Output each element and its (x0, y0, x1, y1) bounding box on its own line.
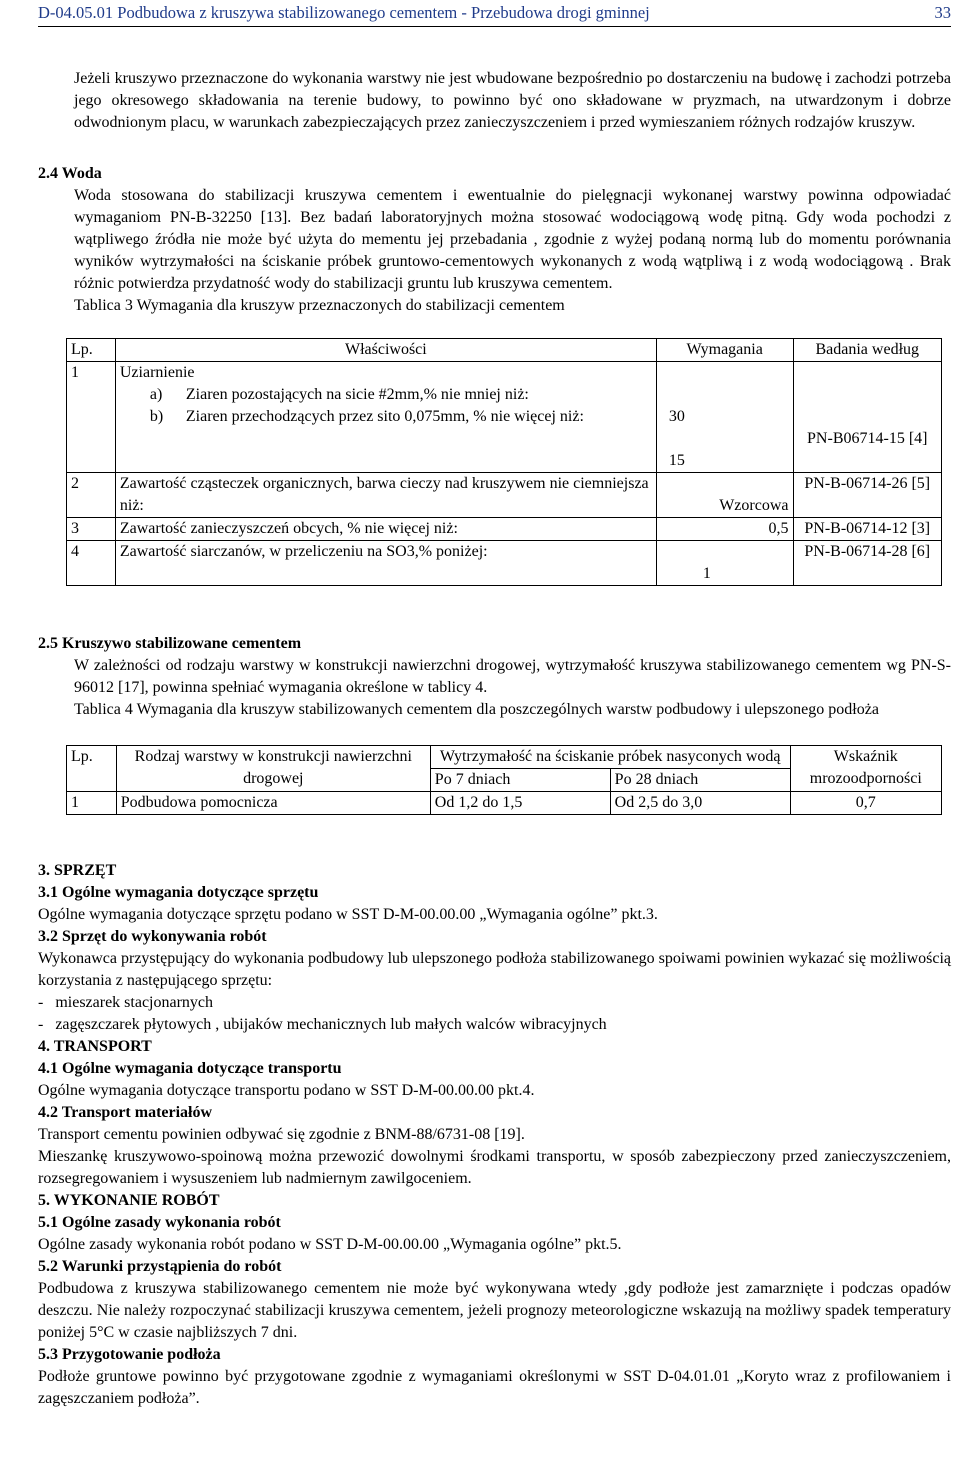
sections-3-to-5 (38, 860, 951, 1410)
page-number: 33 (934, 3, 951, 22)
intro-section (74, 68, 951, 134)
section-2-5-title: Kruszywo stabilizowane cementem (62, 635, 302, 652)
section-5-2-text: Podbudowa z kruszywa stabilizowanego cementem nie może być wykonywana wtedy ,gdy podłoże jest zamarznięte i podczas opadów deszczu. Nie należy rozpoczynać stabilizacji kruszywa cementem, jeżeli prognozy meteorologiczne wskazują na możliwy spadek temperatury poniżej 5°C w czasie najbliższych 7 dni. (38, 1280, 951, 1341)
table-cell: PN-B-06714-12 [3] (793, 518, 942, 541)
section-5-3-heading: 5.3 Przygotowanie podłoża (38, 1346, 221, 1363)
table-cell: 0,7 (790, 792, 941, 815)
section-2-4-title: Woda (61, 165, 102, 182)
section-2-4-paragraph: Woda stosowana do stabilizacji kruszywa cementem i ewentualnie do pielęgnacji wykonanej warstwy powinna odpowiadać wymaganiom PN-B-32250 [13]. Bez badań laboratoryjnych można stosować wodociągową wodę pitną. Gdy woda pochodzi z wątpliwego źródła nie może być użyta do mementu jej przebadania , zgodnie z wyżej podaną normą lub do momentu porównania wyników wytrzymałości na ściskanie próbek gruntowo-cementowych wykonanych z wodą wątpliwą i z wodą wodociągową . Brak różnic potwierdza przydatność wody do stabilizacji gruntu lub kruszywa cementem. (74, 187, 951, 292)
section-5-3-text: Podłoże gruntowe powinno być przygotowane zgodnie z wymaganiami określonymi w SST D-04.01.01 „Koryto wraz z profilowaniem i zagęszczaniem podłoża”. (38, 1368, 951, 1407)
section-2-5-number: 2.5 (38, 635, 58, 652)
section-5-1-text: Ogólne zasady wykonania robót podano w SST D-M-00.00.00 „Wymagania ogólne” pkt.5. (38, 1236, 622, 1253)
table-cell: Wzorcowa (656, 473, 793, 518)
section-2-4 (38, 163, 951, 317)
section-3-1-heading: 3.1 Ogólne wymagania dotyczące sprzętu (38, 884, 319, 901)
table-header-cell: Wytrzymałość na ściskanie próbek nasyconych wodą (430, 746, 790, 769)
section-2-4-number: 2.4 (38, 165, 58, 182)
section-2-5-paragraph: W zależności od rodzaju warstwy w konstrukcji nawierzchni drogowej, wytrzymałość kruszywa stabilizowanego cementem wg PN-S-96012 [17], powinna spełniać wymagania określone w tablicy 4. (74, 657, 951, 696)
table-row (67, 746, 942, 769)
table-cell: Podbudowa pomocnicza (116, 792, 430, 815)
table-cell: Zawartość siarczanów, w przeliczeniu na SO3,% poniżej: (115, 541, 656, 586)
section-3-2-heading: 3.2 Sprzęt do wykonywania robót (38, 928, 267, 945)
section-5-heading: 5. WYKONANIE ROBÓT (38, 1192, 220, 1209)
list-item: - zagęszczarek płytowych , ubijaków mechanicznych lub małych walców wibracyjnych (38, 1016, 607, 1033)
table-cell-title: Uziarnienie (119, 364, 195, 381)
table-header-cell: Po 7 dniach (430, 769, 610, 792)
section-3-2-text: Wykonawca przystępujący do wykonania podbudowy lub ulepszonego podłoża stabilizowanego spoiwami powinien wykazać się możliwością korzystania z następującego sprzętu: (38, 950, 952, 989)
table-header-cell: Lp. (67, 339, 116, 362)
table-cell: 30 15 (656, 362, 793, 473)
section-2-4-heading (38, 163, 951, 185)
table-cell: PN-B-06714-26 [5] (793, 473, 942, 518)
list-item: b) Ziaren przechodzących przez sito 0,075mm, % nie więcej niż: (149, 408, 584, 425)
table-cell: Od 1,2 do 1,5 (430, 792, 610, 815)
section-4-heading: 4. TRANSPORT (38, 1038, 152, 1055)
table-4 (66, 745, 942, 815)
table-cell: 2 (67, 473, 116, 518)
table-cell: PN-B-06714-28 [6] (793, 541, 942, 586)
table-3 (66, 338, 942, 586)
list-item: a) Ziaren pozostających na sicie #2mm,% nie mniej niż: (149, 386, 529, 403)
table-header-cell: Wskaźnik mrozoodporności (790, 746, 941, 792)
table-cell: Zawartość zanieczyszczeń obcych, % nie więcej niż: (115, 518, 656, 541)
table-cell: 1 (67, 362, 116, 473)
section-4-1-text: Ogólne wymagania dotyczące transportu podano w SST D-M-00.00.00 pkt.4. (38, 1082, 535, 1099)
section-2-5 (38, 633, 951, 721)
list-item: - mieszarek stacjonarnych (38, 994, 214, 1011)
header-title: D-04.05.01 Podbudowa z kruszywa stabilizowanego cementem - Przebudowa drogi gminnej (38, 3, 650, 22)
table-row (67, 339, 942, 362)
table-cell: PN-B06714-15 [4] (793, 362, 942, 473)
table-row (67, 518, 942, 541)
table-header-cell: Lp. (67, 746, 117, 792)
table-header-cell: Po 28 dniach (610, 769, 790, 792)
section-4-2-heading: 4.2 Transport materiałów (38, 1104, 213, 1121)
table-cell: 0,5 (656, 518, 793, 541)
table-cell (115, 362, 656, 473)
table-header-cell: Wymagania (656, 339, 793, 362)
table-cell: Zawartość cząsteczek organicznych, barwa cieczy nad kruszywem nie ciemniejsza niż: (115, 473, 656, 518)
section-3-1-text: Ogólne wymagania dotyczące sprzętu podano w SST D-M-00.00.00 „Wymagania ogólne” pkt.3. (38, 906, 658, 923)
table-cell: Od 2,5 do 3,0 (610, 792, 790, 815)
table-cell: 4 (67, 541, 116, 586)
table-header-cell: Badania według (793, 339, 942, 362)
table3-caption: Tablica 3 Wymagania dla kruszyw przeznaczonych do stabilizacji cementem (74, 297, 565, 314)
section-2-5-heading (38, 633, 951, 655)
section-4-2-text-1: Transport cementu powinien odbywać się zgodnie z BNM-88/6731-08 [19]. (38, 1126, 525, 1143)
table4-caption: Tablica 4 Wymagania dla kruszyw stabilizowanych cementem dla poszczególnych warstw podbudowy i ulepszonego podłoża (74, 701, 879, 718)
section-5-1-heading: 5.1 Ogólne zasady wykonania robót (38, 1214, 281, 1231)
section-4-1-heading: 4.1 Ogólne wymagania dotyczące transportu (38, 1060, 342, 1077)
table-cell: 1 (656, 541, 793, 586)
page-header (38, 0, 951, 27)
table-cell: 3 (67, 518, 116, 541)
table-cell: 1 (67, 792, 117, 815)
table-row (67, 541, 942, 586)
table-header-cell: Właściwości (115, 339, 656, 362)
table-header-cell: Rodzaj warstwy w konstrukcji nawierzchni drogowej (116, 746, 430, 792)
table-row (67, 792, 942, 815)
section-4-2-text-2: Mieszankę kruszywowo-spoinową można przewozić dowolnymi środkami transportu, w sposób zabezpieczony przed zanieczyszczeniem, rozsegregowaniem i wysuszeniem lub nadmiernym zawilgoceniem. (38, 1148, 951, 1187)
intro-paragraph: Jeżeli kruszywo przeznaczone do wykonania warstwy nie jest wbudowane bezpośrednio po dostarczeniu na budowę i zachodzi potrzeba jego okresowego składowania na terenie budowy, to powinno być ono składowane w pryzmach, na utwardzonym i dobrze odwodnionym placu, w warunkach zabezpieczających przez zanieczyszczeniem i przed wymieszaniem różnych rodzajów kruszyw. (74, 70, 951, 131)
section-3-heading: 3. SPRZĘT (38, 862, 117, 879)
table-row (67, 473, 942, 518)
section-5-2-heading: 5.2 Warunki przystąpienia do robót (38, 1258, 282, 1275)
table-row (67, 362, 942, 473)
